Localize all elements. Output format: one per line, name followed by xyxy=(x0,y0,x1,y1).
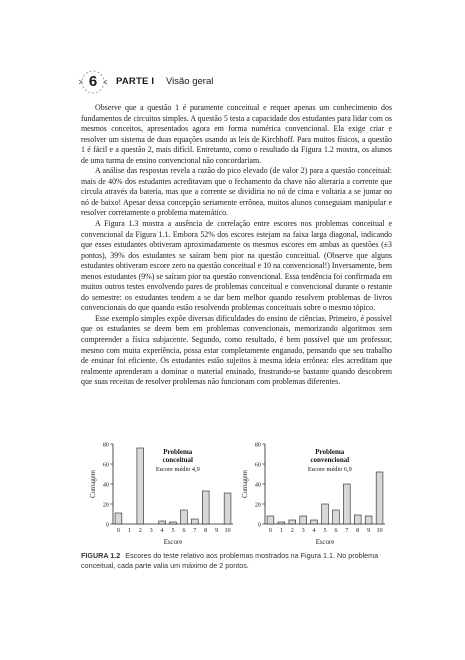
x-tick-label: 4 xyxy=(312,527,316,534)
bar xyxy=(289,520,296,524)
bar xyxy=(311,520,318,524)
bar xyxy=(170,522,177,524)
bar xyxy=(343,484,350,524)
bar xyxy=(202,491,209,524)
x-tick-label: 6 xyxy=(334,527,338,534)
paragraph: A análise das respostas revela a razão do pico elevado (de valor 2) para a questão conceitual: mais de 40% dos estudantes acreditavam que o fechamento da chave não alteraria a corrente que circula através da bateria, mas que a corrente se dividiria no nó de cima e voltaria a se juntar no nó de baixo! Apesar dessa concepção seriamente errônea, muitos alunos conseguiam manipular e resolver corretamente o problema matemático. xyxy=(81,166,392,218)
chart-subtitle: Escore médio 6,9 xyxy=(307,466,352,473)
chart-conceptual xyxy=(87,440,237,548)
bar xyxy=(354,515,361,524)
y-axis-label: Contagem xyxy=(90,470,97,498)
chart-title-line: Problema xyxy=(163,448,193,456)
y-tick-label: 20 xyxy=(254,501,261,509)
x-tick-label: 2 xyxy=(138,527,142,534)
x-tick-label: 7 xyxy=(193,527,197,534)
figure-1-2 xyxy=(81,440,392,550)
y-tick-label: 80 xyxy=(102,441,109,449)
page-number-badge xyxy=(78,70,108,94)
x-tick-label: 8 xyxy=(356,527,360,534)
paragraph: Observe que a questão 1 é puramente conceitual e requer apenas um conhecimento dos fundamentos de circuitos simples. A questão 5 testa a capacidade dos estudantes para lidar com os mesmos conceitos, apresentados agora em forma numérica convencional. Ela exige criar e resolver um sistema de duas equações usando as leis de Kirchhoff. Para muitos físicos, a questão 1 é fácil e a questão 2, mais difícil. Entretanto, como o resultado da Figura 1.2 mostra, os alunos de uma turma de ensino convencional não concordariam. xyxy=(81,103,392,165)
x-tick-label: 3 xyxy=(149,527,153,534)
bar xyxy=(115,513,122,524)
x-tick-label: 8 xyxy=(204,527,208,534)
page-number: 6 xyxy=(88,73,98,90)
y-tick-label: 80 xyxy=(254,441,261,449)
x-axis-label: Escore xyxy=(315,539,335,546)
bar xyxy=(267,516,274,524)
chart-title-line: Problema xyxy=(315,448,345,456)
y-tick-label: 40 xyxy=(254,481,261,489)
y-tick-label: 60 xyxy=(102,461,109,469)
paragraph: A Figura 1.3 mostra a ausência de correlação entre escores nos problemas conceitual e convencional da Figura 1.1. Embora 52% dos escores estejam na faixa larga diagonal, indicando que esses estudantes obtiveram aproximadamente os mesmos escores em ambas as questões (±3 pontos), 39% dos estudantes se saíram bem pior na questão conceitual. (Observe que alguns estudantes obtiveram escore zero na questão conceitual e 10 na convencional!) Inversamente, bem menos estudantes (9%) se saíram pior na questão convencional. Essa tendência foi confirmada em muitos outros testes envolvendo pares de problemas conceitual e convencional durante o restante do semestre: os estudantes tendem a se dar bem melhor quando resolvem problemas de livros convencionais do que quando estão resolvendo problemas conceituais sobre o mesmo tópico. xyxy=(81,219,392,313)
chart-title xyxy=(163,448,193,464)
bar xyxy=(300,516,307,524)
y-tick-label: 0 xyxy=(257,521,261,529)
bar xyxy=(137,448,144,524)
bar xyxy=(191,519,198,524)
x-tick-label: 5 xyxy=(323,527,327,534)
bar xyxy=(278,522,285,524)
y-tick-label: 0 xyxy=(105,521,109,529)
x-tick-label: 9 xyxy=(215,527,219,534)
y-tick-label: 40 xyxy=(102,481,109,489)
chart-svg xyxy=(239,440,389,548)
y-tick-label: 60 xyxy=(254,461,261,469)
x-tick-label: 5 xyxy=(171,527,175,534)
chart-conventional xyxy=(239,440,389,548)
chart-subtitle: Escore médio 4,9 xyxy=(155,466,200,473)
x-axis-label: Escore xyxy=(163,539,183,546)
x-tick-label: 1 xyxy=(279,527,283,534)
x-tick-label: 6 xyxy=(182,527,186,534)
bar xyxy=(159,521,166,524)
body-text xyxy=(81,103,392,388)
caption-label: FIGURA 1.2 xyxy=(81,551,121,560)
x-tick-label: 3 xyxy=(301,527,305,534)
chart-title-line: convencional xyxy=(310,456,350,464)
x-tick-label: 0 xyxy=(268,527,273,534)
page-header xyxy=(78,70,398,96)
y-axis-label: Contagem xyxy=(242,470,249,498)
x-tick-label: 10 xyxy=(224,527,231,534)
x-tick-label: 2 xyxy=(290,527,294,534)
x-tick-label: 10 xyxy=(376,527,383,534)
bar xyxy=(322,504,329,524)
x-tick-label: 9 xyxy=(367,527,371,534)
bar xyxy=(181,510,188,524)
x-tick-label: 1 xyxy=(127,527,131,534)
paragraph: Esse exemplo simples expõe diversas dificuldades do ensino de ciências. Primeiro, é possível que os estudantes se deem bem em problemas convencionais, memorizando algoritmos sem compreender a física subjacente. Segundo, como resultado, é bem possível que um professor, mesmo com muita experiência, possa estar completamente enganado, pensando que seu trabalho de ensinar foi eficiente. Os estudantes estão sujeitos à mesma ideia errônea: eles acreditam que realmente aprenderam a dominar o material ensinado, frustrando-se bastante quando descobrem que suas receitas de resolver problemas não funcionam com problemas diferentes. xyxy=(81,313,392,387)
caption-text: Escores do teste relativo aos problemas mostrados na Figura 1.1. No problema conceitual, cada parte valia um máximo de 2 pontos. xyxy=(81,551,379,570)
chart-title xyxy=(310,448,349,464)
bar xyxy=(365,516,372,524)
figure-caption xyxy=(81,551,392,570)
bar xyxy=(224,493,231,524)
part-label: PARTE I xyxy=(116,76,155,87)
chart-title-line: conceitual xyxy=(162,456,193,464)
section-title: Visão geral xyxy=(166,76,214,87)
x-tick-label: 4 xyxy=(160,527,164,534)
y-tick-label: 20 xyxy=(102,501,109,509)
x-tick-label: 0 xyxy=(116,527,121,534)
x-tick-label: 7 xyxy=(345,527,349,534)
chart-svg xyxy=(87,440,237,548)
bar xyxy=(333,510,340,524)
bar xyxy=(376,472,383,524)
